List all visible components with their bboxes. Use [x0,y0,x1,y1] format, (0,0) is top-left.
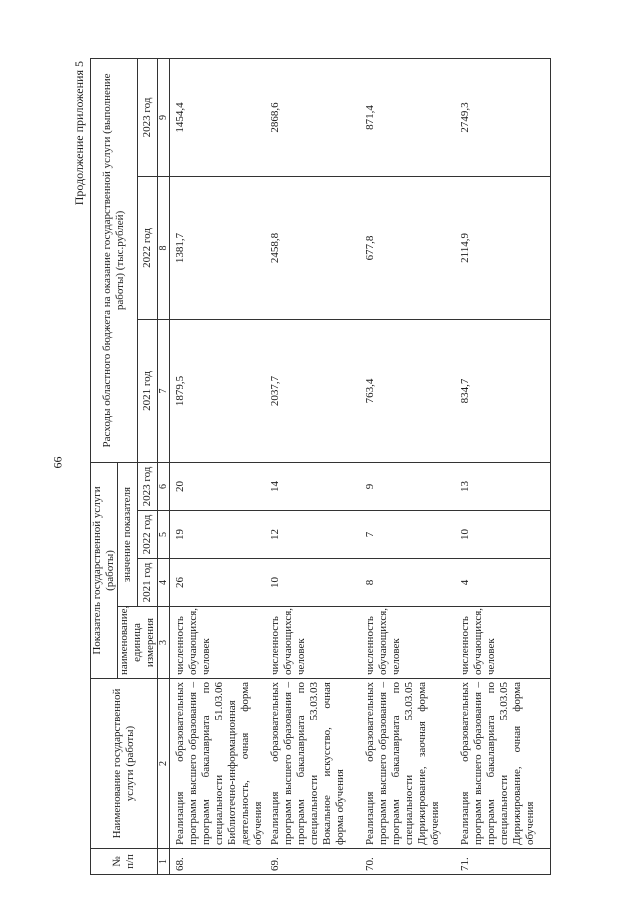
expense-2021: 2037,7 [265,319,360,462]
row-number: 68. [170,849,266,875]
value-2022: 7 [360,511,455,559]
value-2021: 10 [265,559,360,607]
column-number: 6 [158,462,170,510]
column-number: 1 [158,849,170,875]
services-table [90,58,551,875]
header-indicator-group: Показатель государственной услуги (работы) [91,462,118,678]
expense-2023: 871,4 [360,58,455,176]
table-row [170,58,266,874]
table-row [360,58,455,874]
service-name: Реализация образовательных программ высшего образования – программ бакалавриата по специальности 51.03.06 Библиотечно-информационная деятельность, очная форма обучения [170,679,266,849]
column-number: 8 [158,176,170,319]
row-number: 69. [265,849,360,875]
header-unit: наименование, единица измерения [118,607,158,679]
page-number: 66 [50,456,65,469]
expense-2021: 763,4 [360,319,455,462]
header-year: 2023 год [138,462,158,510]
value-2022: 10 [455,511,551,559]
expense-2021: 834,7 [455,319,551,462]
header-value-group: значение показателя [118,462,138,606]
table-row [265,58,360,874]
unit-of-measure: численность обучающихся, человек [360,607,455,679]
row-number: 71. [455,849,551,875]
value-2023: 13 [455,462,551,510]
column-number: 4 [158,559,170,607]
header-budget-year: 2023 год [138,58,158,176]
header-col-no: № п/п [91,849,158,875]
header-year: 2021 год [138,559,158,607]
value-2022: 19 [170,511,266,559]
rotated-page [70,57,570,887]
header-budget-group: Расходы областного бюджета на оказание государственной услуги (выполнение работы) (тыс.рублей) [91,58,138,462]
value-2021: 4 [455,559,551,607]
column-number: 2 [158,679,170,849]
header-budget-year: 2021 год [138,319,158,462]
unit-of-measure: численность обучающихся, человек [265,607,360,679]
expense-2023: 2868,6 [265,58,360,176]
expense-2021: 1879,5 [170,319,266,462]
row-number: 70. [360,849,455,875]
table-row [455,58,551,874]
expense-2023: 1454,4 [170,58,266,176]
unit-of-measure: численность обучающихся, человек [170,607,266,679]
value-2021: 8 [360,559,455,607]
column-number: 3 [158,607,170,679]
expense-2022: 677,8 [360,176,455,319]
unit-of-measure: численность обучающихся, человек [455,607,551,679]
value-2021: 26 [170,559,266,607]
continuation-note: Продолжение приложения 5 [72,61,86,206]
value-2022: 12 [265,511,360,559]
expense-2022: 1381,7 [170,176,266,319]
expense-2023: 2749,3 [455,58,551,176]
header-col-name: Наименование государственной услуги (работы) [91,679,158,849]
header-year: 2022 год [138,511,158,559]
service-name: Реализация образовательных программ высшего образования – программ бакалавриата по специальности 53.03.05 Дирижирование, заочная форма обучения [360,679,455,849]
service-name: Реализация образовательных программ высшего образования – программ бакалавриата по специальности 53.03.05 Дирижирование, очная форма обучения [455,679,551,849]
value-2023: 20 [170,462,266,510]
column-number: 9 [158,58,170,176]
column-number: 5 [158,511,170,559]
header-budget-year: 2022 год [138,176,158,319]
column-number: 7 [158,319,170,462]
value-2023: 14 [265,462,360,510]
value-2023: 9 [360,462,455,510]
service-name: Реализация образовательных программ высшего образования – программ бакалавриата по специальности 53.03.03 Вокальное искусство, очная форма обучения [265,679,360,849]
expense-2022: 2114,9 [455,176,551,319]
expense-2022: 2458,8 [265,176,360,319]
